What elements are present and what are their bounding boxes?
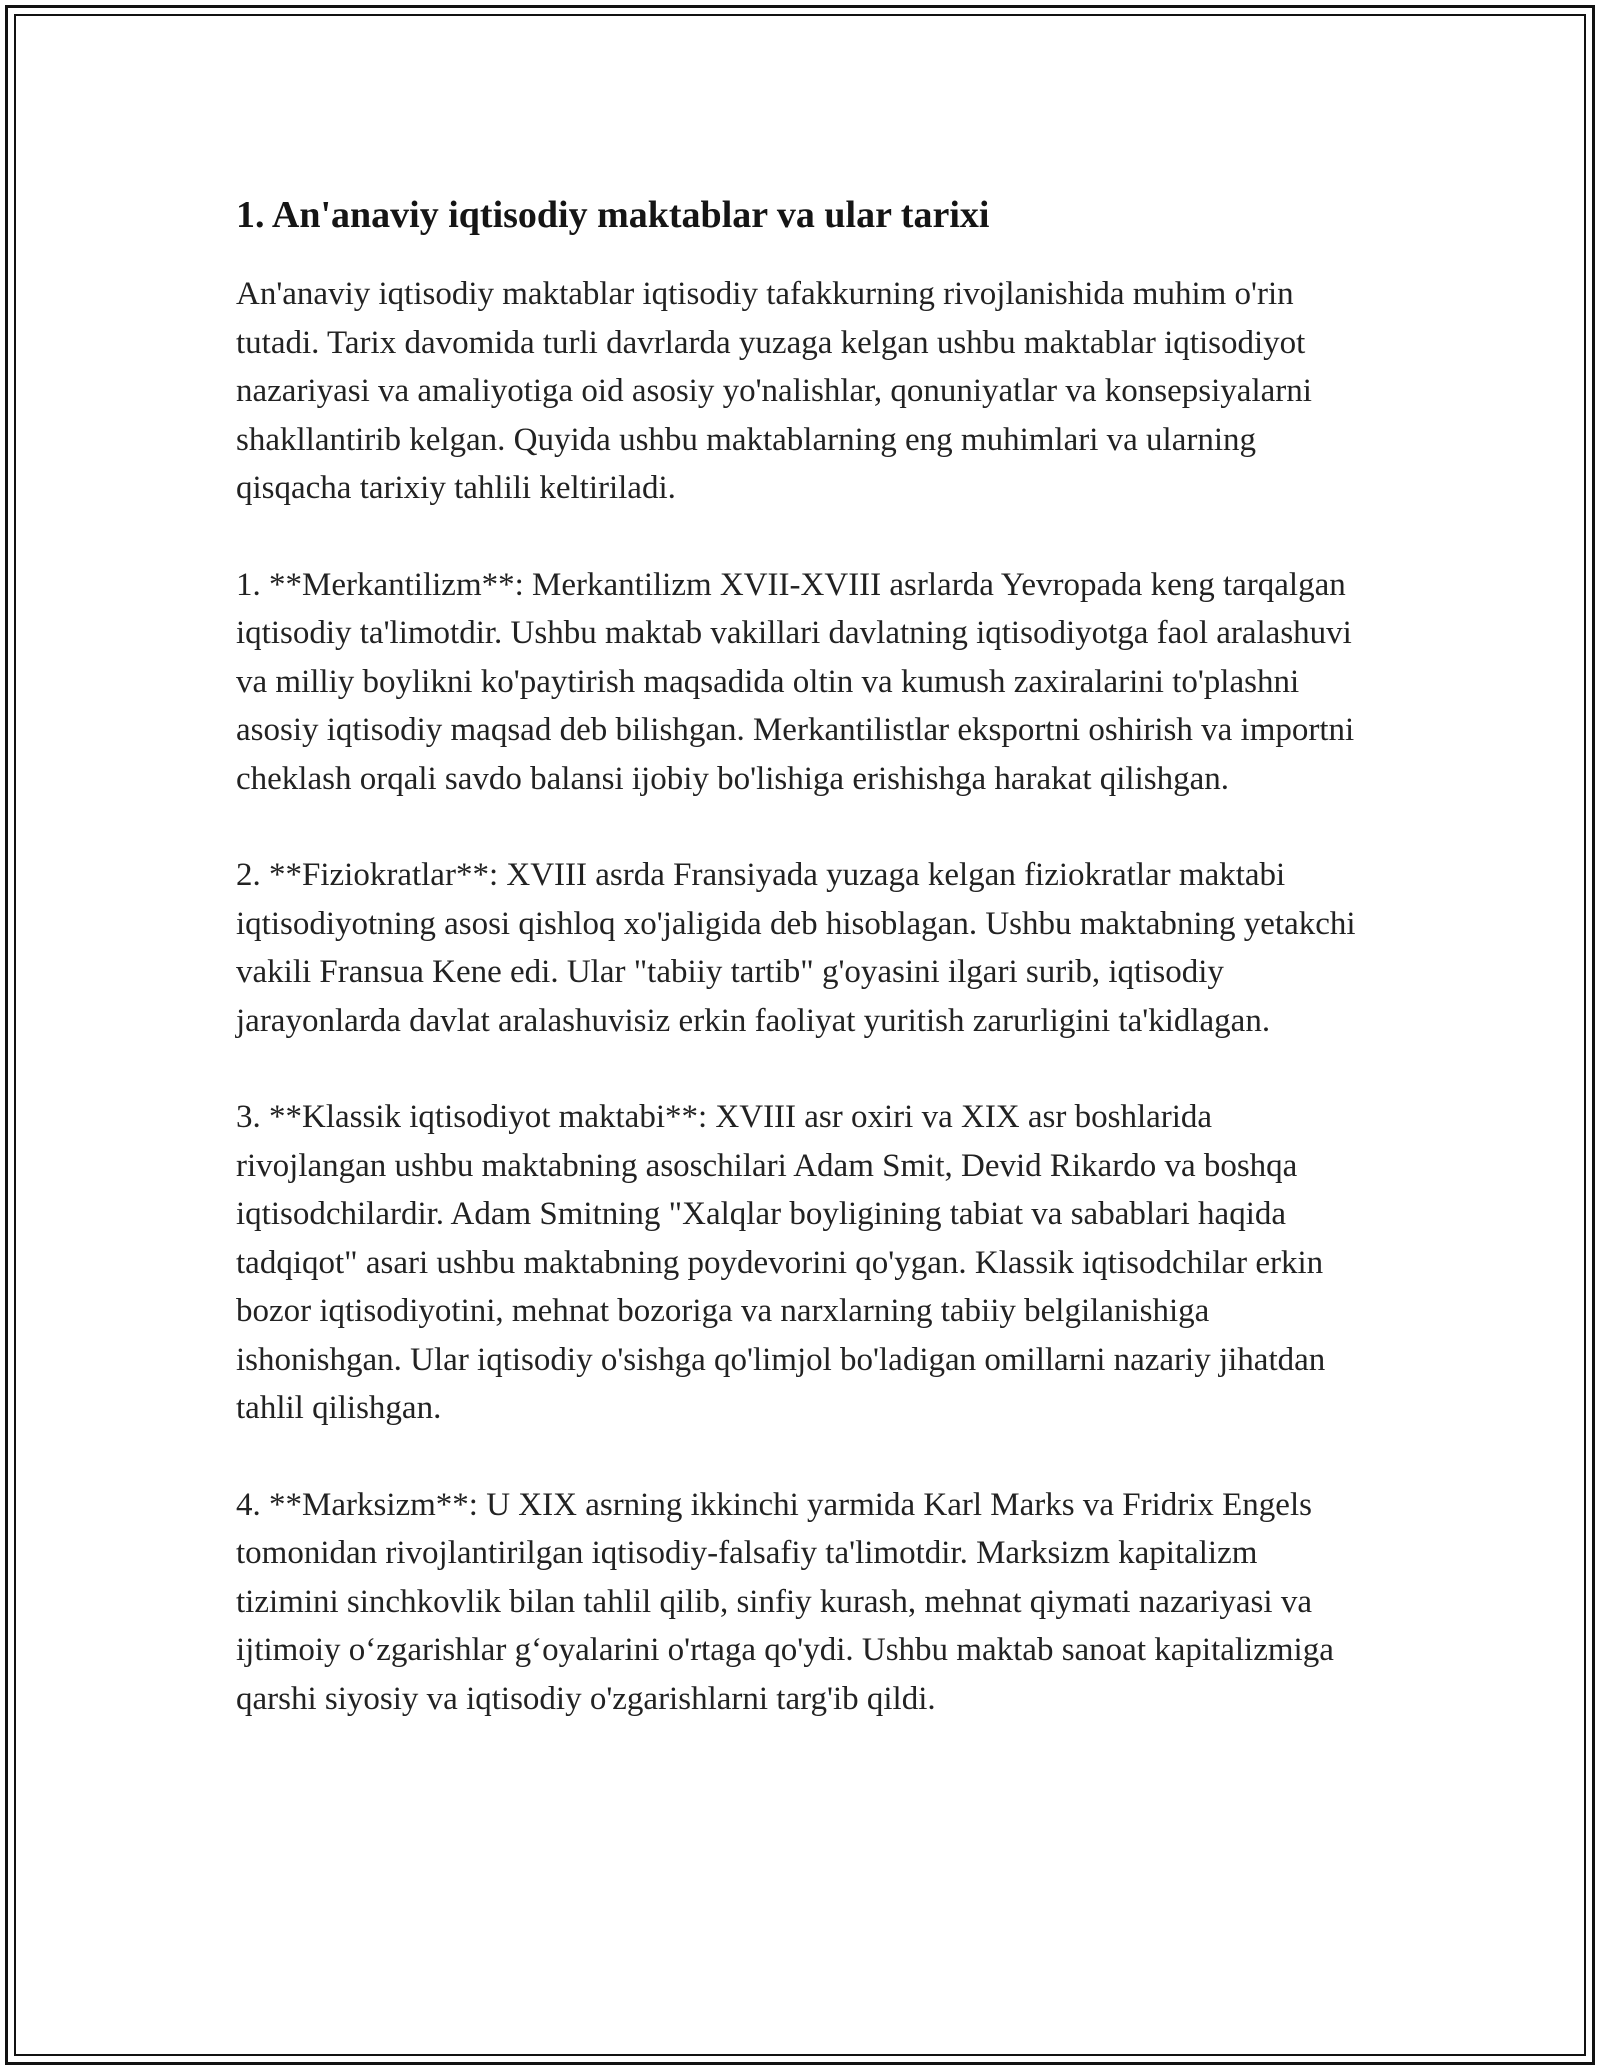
- paragraph-klassik-iqtisodiyot: 3. **Klassik iqtisodiyot maktabi**: XVIII asr oxiri va XIX asr boshlarida rivojlangan ushbu maktabning asoschilari Adam Smit, Devid Rikardo va boshqa iqtisodchilardir. Adam Smitning "Xalqlar boyligining tabiat va sabablari haqida tadqiqot" asari ushbu maktabning poydevorini qo'ygan. Klassik iqtisodchilar erkin bozor iqtisodiyotini, mehnat bozoriga va narxlarning tabiiy belgilanishiga ishonishgan. Ular iqtisodiy o'sishga qo'limjol bo'ladigan omillarni nazariy jihatdan tahlil qilishgan.: [236, 1099, 1326, 1426]
- document-title: 1. An'anaviy iqtisodiy maktablar va ular tarixi: [236, 194, 990, 236]
- document-page: [236, 190, 1366, 1771]
- intro-paragraph: An'anaviy iqtisodiy maktablar iqtisodiy tafakkurning rivojlanishida muhim o'rin tutadi. Tarix davomida turli davrlarda yuzaga kelgan ushbu maktablar iqtisodiyot nazariyasi va amaliyotiga oid asosiy yo'nalishlar, qonuniyatlar va konsepsiyalarni shakllantirib kelgan. Quyida ushbu maktablarning eng muhimlari va ularning qisqacha tarixiy tahlili keltiriladi.: [236, 276, 1312, 506]
- paragraph-fiziokratlar: 2. **Fiziokratlar**: XVIII asrda Fransiyada yuzaga kelgan fiziokratlar maktabi iqtisodiyotning asosi qishloq xo'jaligida deb hisoblagan. Ushbu maktabning yetakchi vakili Fransua Kene edi. Ular "tabiiy tartib" g'oyasini ilgari surib, iqtisodiy jarayonlarda davlat aralashuvisiz erkin faoliyat yuritish zarurligini ta'kidlagan.: [236, 857, 1356, 1039]
- paragraph-merkantilizm: 1. **Merkantilizm**: Merkantilizm XVII-XVIII asrlarda Yevropada keng tarqalgan iqtisodiy ta'limotdir. Ushbu maktab vakillari davlatning iqtisodiyotga faol aralashuvi va milliy boylikni ko'paytirish maqsadida oltin va kumush zaxiralarini to'plashni asosiy iqtisodiy maqsad deb bilishgan. Merkantilistlar eksportni oshirish va importni cheklash orqali savdo balansi ijobiy bo'lishiga erishishga harakat qilishgan.: [236, 566, 1355, 797]
- paragraph-marksizm: 4. **Marksizm**: U XIX asrning ikkinchi yarmida Karl Marks va Fridrix Engels tomonidan rivojlantirilgan iqtisodiy-falsafiy ta'limotdir. Marksizm kapitalizm tizimini sinchkovlik bilan tahlil qilib, sinfiy kurash, mehnat qiymati nazariyasi va ijtimoiy o‘zgarishlar g‘oyalarini o'rtaga qo'ydi. Ushbu maktab sanoat kapitalizmiga qarshi siyosiy va iqtisodiy o'zgarishlarni targ'ib qildi.: [236, 1486, 1334, 1717]
